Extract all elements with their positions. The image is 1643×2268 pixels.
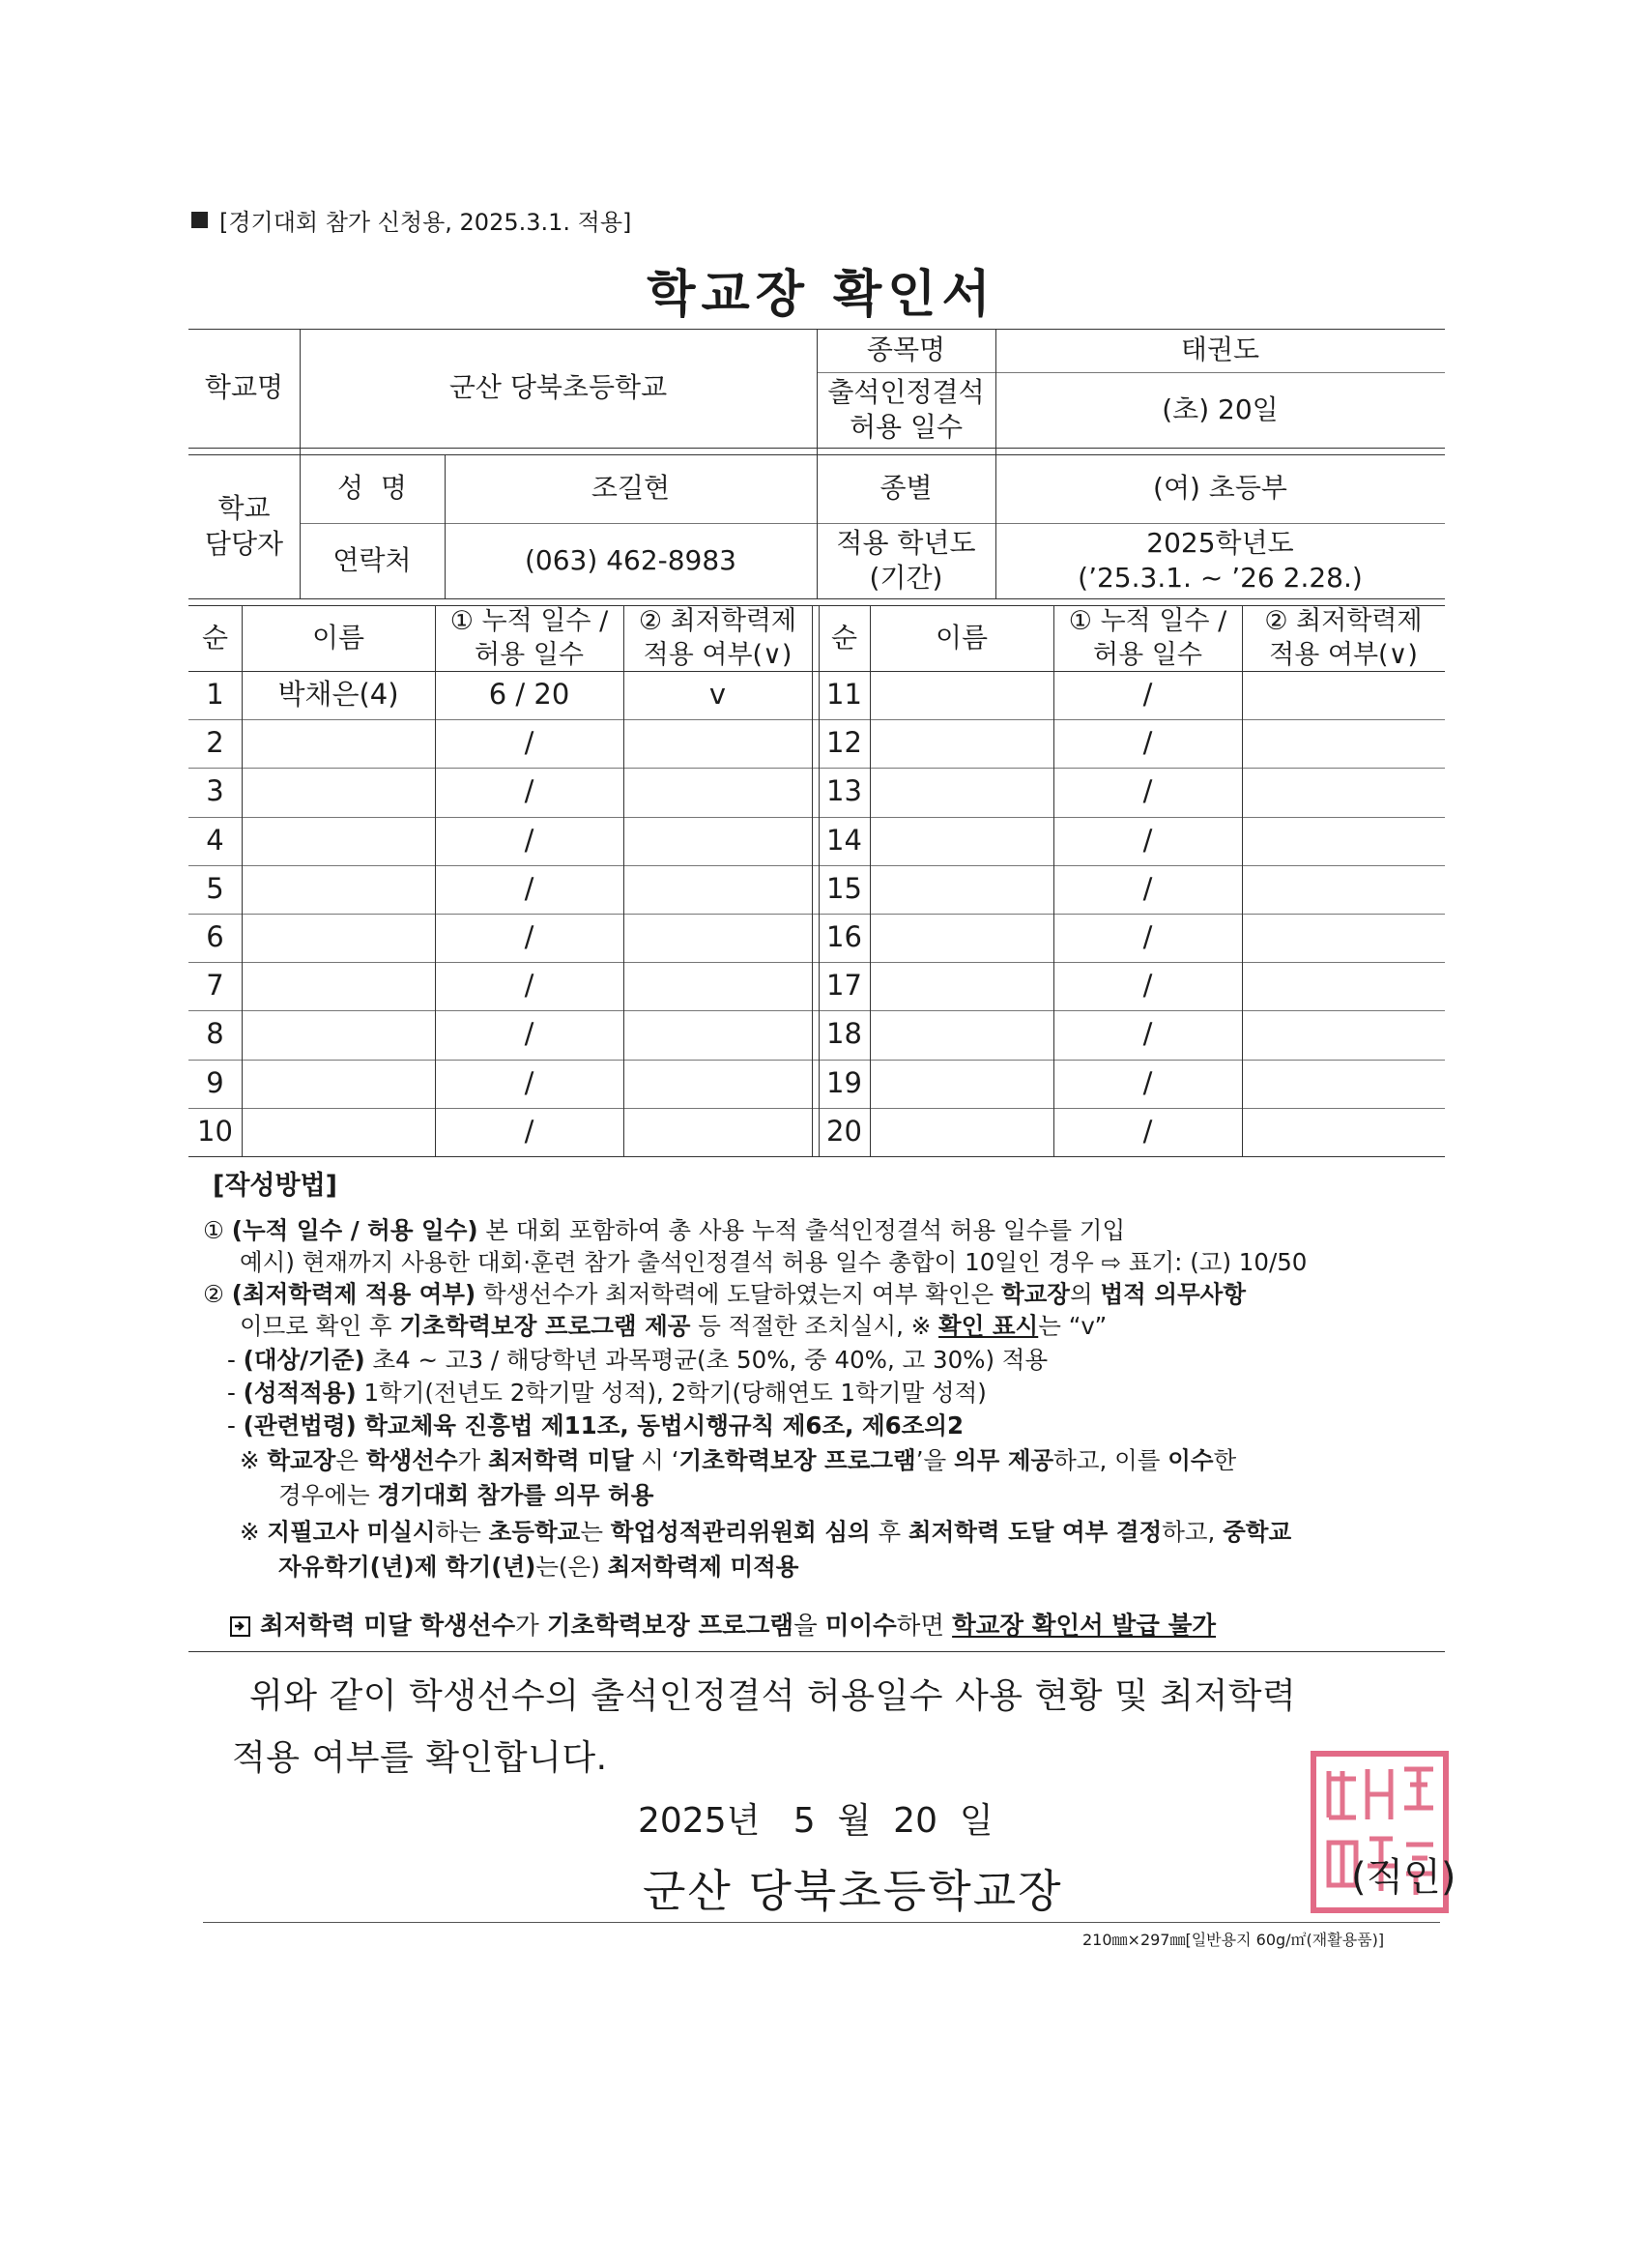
- col-name-right: 이름: [935, 621, 989, 654]
- row-number: 20: [826, 1115, 862, 1149]
- confirm-line-1: 위와 같이 학생선수의 출석인정결석 허용일수 사용 현황 및 최저학력: [249, 1676, 1297, 1716]
- student-name: [242, 1010, 435, 1059]
- min-achievement-check: [623, 1108, 812, 1156]
- col-min-left: ② 최저학력제 적용 여부(∨): [638, 605, 797, 670]
- student-name: [870, 962, 1053, 1010]
- min-achievement-check: [1242, 719, 1445, 768]
- student-name: [870, 671, 1053, 719]
- year-label: 적용 학년도 (기간): [836, 526, 976, 594]
- min-achievement-check: [1242, 817, 1445, 865]
- method-line-9: 경우에는 경기대회 참가를 의무 허용: [278, 1481, 654, 1509]
- row-number: 8: [206, 1017, 224, 1051]
- absence-days: /: [1142, 726, 1153, 760]
- student-name: [242, 768, 435, 816]
- student-name: [870, 768, 1053, 816]
- method-line-10: ※ 지필고사 미실시하는 초등학교는 학업성적관리위원회 심의 후 최저학력 도달 여부 결정하고, 중학교: [240, 1518, 1292, 1546]
- absence-days: /: [1142, 1066, 1153, 1100]
- student-name: [870, 1060, 1053, 1108]
- row-number: 5: [206, 872, 224, 906]
- absence-days: /: [524, 872, 534, 906]
- issue-date: 2025년 5 월 20 일: [638, 1801, 994, 1841]
- name-value: 조길현: [591, 472, 671, 505]
- confirm-line-2: 적용 여부를 확인합니다.: [232, 1738, 608, 1778]
- method-line-4: 이므로 확인 후 기초학력보장 프로그램 제공 등 적절한 조치실시, ※ 확인 표시는 “v”: [240, 1312, 1108, 1340]
- row-number: 2: [206, 726, 224, 760]
- min-achievement-check: [623, 865, 812, 914]
- method-line-3: ② (최저학력제 적용 여부) 학생선수가 최저학력에 도달하였는지 여부 확인은 학교장의 법적 의무사항: [203, 1280, 1246, 1308]
- min-achievement-check: [1242, 962, 1445, 1010]
- row-number: 4: [206, 824, 224, 858]
- method-line-6: - (성적적용) 1학기(전년도 2학기말 성적), 2학기(당해연도 1학기말 성적): [227, 1379, 987, 1407]
- square-bullet-icon: [191, 212, 208, 228]
- min-achievement-check: [1242, 1010, 1445, 1059]
- absence-days: /: [524, 1017, 534, 1051]
- absence-days: /: [524, 920, 534, 954]
- row-number: 12: [826, 726, 862, 760]
- absence-days: /: [1142, 1017, 1153, 1051]
- row-number: 10: [197, 1115, 233, 1149]
- min-achievement-check: [1242, 1060, 1445, 1108]
- seal-label: (직인): [1351, 1855, 1456, 1900]
- student-name: [870, 865, 1053, 914]
- student-name: [242, 719, 435, 768]
- absence-days: /: [524, 1115, 534, 1149]
- student-name: [242, 865, 435, 914]
- student-name: [242, 817, 435, 865]
- method-line-7: - (관련법령) 학교체육 진흥법 제11조, 동법시행규칙 제6조, 제6조의2: [227, 1411, 965, 1439]
- min-achievement-check: [623, 914, 812, 962]
- page-title: 학교장 확인서: [647, 266, 996, 324]
- student-name: [870, 817, 1053, 865]
- absence-days: /: [524, 726, 534, 760]
- year-value: 2025학년도 (’25.3.1. ~ ’26 2.28.): [1078, 526, 1363, 594]
- method-line-5: - (대상/기준) 초4 ~ 고3 / 해당학년 과목평균(초 50%, 중 40%, 고 30%) 적용: [227, 1346, 1049, 1374]
- min-achievement-check: [1242, 768, 1445, 816]
- absence-days: 6 / 20: [488, 678, 570, 712]
- category-value: (여) 초등부: [1153, 472, 1287, 505]
- student-name: [242, 914, 435, 962]
- absence-days: /: [524, 969, 534, 1003]
- min-achievement-check: [1242, 865, 1445, 914]
- category-label: 종별: [879, 472, 933, 505]
- student-name: [242, 1108, 435, 1156]
- method-line-11: 자유학기(년)제 학기(년)는(은) 최저학력제 미적용: [278, 1553, 799, 1581]
- absence-days: /: [1142, 920, 1153, 954]
- col-days-left: ① 누적 일수 / 허용 일수: [449, 605, 609, 670]
- student-name: [870, 1010, 1053, 1059]
- school-label: 학교명: [204, 371, 284, 404]
- col-min-right: ② 최저학력제 적용 여부(∨): [1264, 605, 1423, 670]
- row-number: 14: [826, 824, 862, 858]
- name-label: 성 명: [337, 472, 407, 505]
- row-number: 16: [826, 920, 862, 954]
- school-value: 군산 당북초등학교: [448, 371, 668, 404]
- absence-days: /: [1142, 774, 1153, 808]
- student-name: [870, 719, 1053, 768]
- row-number: 9: [206, 1066, 224, 1100]
- min-achievement-check: [623, 817, 812, 865]
- sport-value: 태권도: [1180, 334, 1260, 366]
- paper-spec: 210㎜×297㎜[일반용지 60g/㎡(재활용품)]: [1082, 1931, 1385, 1949]
- student-name: [870, 1108, 1053, 1156]
- min-achievement-check: [623, 719, 812, 768]
- min-achievement-check: [1242, 1108, 1445, 1156]
- absence-label: 출석인정결석 허용 일수: [827, 375, 985, 443]
- absence-days: /: [524, 1066, 534, 1100]
- min-achievement-check: [1242, 671, 1445, 719]
- manager-label: 학교 담당자: [204, 492, 284, 560]
- absence-days: /: [1142, 969, 1153, 1003]
- row-number: 1: [206, 678, 224, 712]
- min-achievement-check: [623, 1010, 812, 1059]
- student-name: 박채은(4): [277, 678, 399, 712]
- row-number: 11: [826, 678, 862, 712]
- arrow-box-icon: [230, 1616, 250, 1637]
- absence-days: /: [1142, 872, 1153, 906]
- method-line-8: ※ 학교장은 학생선수가 최저학력 미달 시 ‘기초학력보장 프로그램’을 의무 제공하고, 이를 이수한: [240, 1446, 1237, 1474]
- student-name: [870, 914, 1053, 962]
- student-name: [242, 962, 435, 1010]
- sport-label: 종목명: [866, 334, 946, 366]
- row-number: 3: [206, 774, 224, 808]
- row-number: 18: [826, 1017, 862, 1051]
- col-name-left: 이름: [311, 621, 365, 654]
- header-note: [경기대회 참가 신청용, 2025.3.1. 적용]: [191, 203, 631, 237]
- absence-value: (초) 20일: [1162, 393, 1279, 425]
- col-no-right: 순: [830, 621, 858, 654]
- min-achievement-check: [623, 1060, 812, 1108]
- method-line-12: 최저학력 미달 학생선수가 기초학력보장 프로그램을 미이수하면 학교장 확인서 발급 불가: [230, 1611, 1216, 1643]
- min-achievement-check: v: [708, 678, 727, 712]
- min-achievement-check: [1242, 914, 1445, 962]
- min-achievement-check: [623, 768, 812, 816]
- col-days-right: ① 누적 일수 / 허용 일수: [1068, 605, 1227, 670]
- row-number: 15: [826, 872, 862, 906]
- absence-days: /: [1142, 678, 1153, 712]
- absence-days: /: [1142, 824, 1153, 858]
- row-number: 7: [206, 969, 224, 1003]
- contact-value: (063) 462-8983: [525, 543, 736, 576]
- row-number: 17: [826, 969, 862, 1003]
- row-number: 19: [826, 1066, 862, 1100]
- min-achievement-check: [623, 962, 812, 1010]
- method-line-2: 예시) 현재까지 사용한 대회·훈련 참가 출석인정결석 허용 일수 총합이 10일인 경우 ⇨ 표기: (고) 10/50: [240, 1248, 1308, 1276]
- method-heading: [작성방법]: [213, 1171, 338, 1201]
- student-name: [242, 1060, 435, 1108]
- col-no-left: 순: [201, 621, 229, 654]
- absence-days: /: [524, 774, 534, 808]
- row-number: 6: [206, 920, 224, 954]
- absence-days: /: [524, 824, 534, 858]
- signer-name: 군산 당북초등학교장: [643, 1865, 1063, 1917]
- row-number: 13: [826, 774, 862, 808]
- contact-label: 연락처: [332, 543, 412, 576]
- method-line-1: ① (누적 일수 / 허용 일수) 본 대회 포함하여 총 사용 누적 출석인정결석 허용 일수를 기입: [203, 1216, 1126, 1244]
- absence-days: /: [1142, 1115, 1153, 1149]
